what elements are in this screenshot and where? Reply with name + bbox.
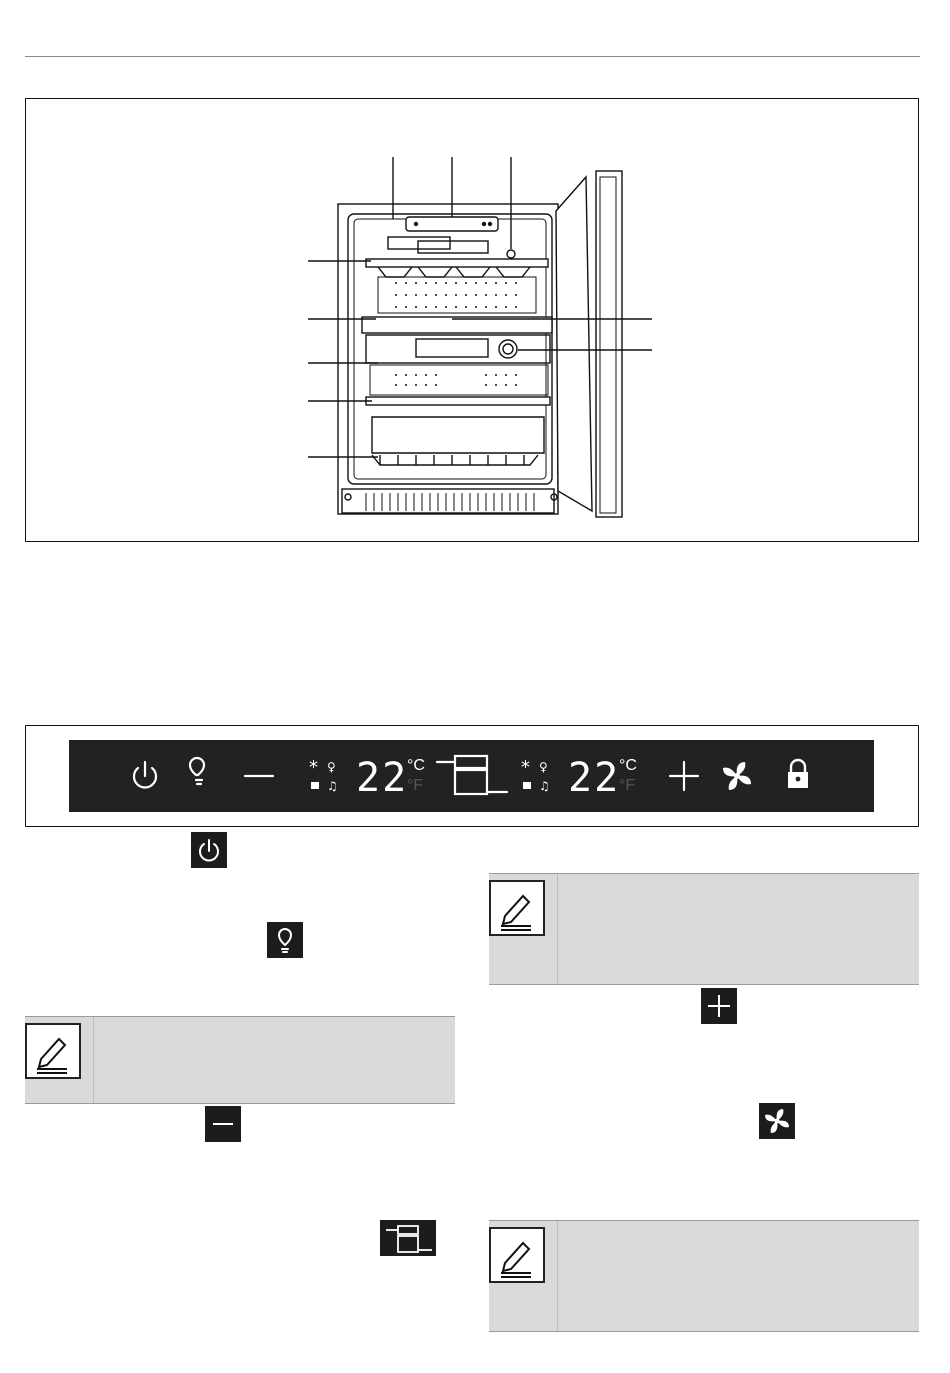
alarm-bell-icon: ♫ [539,779,550,793]
note-box [489,1220,919,1332]
fan-icon [759,1103,795,1139]
power-icon[interactable] [134,762,156,787]
note-divider [557,1221,558,1331]
minus-icon [205,1106,241,1142]
zone-select-icon[interactable] [437,756,507,794]
zone2-unit-fahrenheit: °F [619,777,636,794]
bulb-small-icon: ♀ [327,760,336,774]
note-box [25,1016,455,1104]
snowflake-icon: * [521,757,530,778]
note-pen-icon [25,1023,81,1079]
fridge-figure-frame [25,98,919,542]
light-bulb-icon [267,922,303,958]
fan-icon[interactable] [723,762,751,790]
zone-select-icon [380,1220,436,1256]
plus-icon [701,988,737,1024]
note-divider [93,1017,94,1103]
lock-icon[interactable] [788,760,808,788]
fridge-illustration [26,99,918,541]
note-box [489,873,919,985]
note-divider [557,874,558,984]
power-icon [191,832,227,868]
zone1-temperature: 22 [356,755,409,801]
alarm-bell-icon: ♫ [327,779,338,793]
zone1-unit-fahrenheit: °F [407,777,424,794]
page-top-rule [25,56,920,57]
zone2-unit-celsius: °C [619,757,637,774]
zone2-temperature: 22 [568,755,621,801]
control-panel [69,740,874,812]
plus-icon[interactable] [670,762,698,790]
snowflake-icon: * [309,757,318,778]
note-pen-icon [489,1227,545,1283]
light-bulb-icon[interactable] [190,758,204,784]
zone1-unit-celsius: °C [407,757,425,774]
bulb-small-icon: ♀ [539,760,548,774]
lock-small-icon [523,782,531,789]
note-pen-icon [489,880,545,936]
lock-small-icon [311,782,319,789]
